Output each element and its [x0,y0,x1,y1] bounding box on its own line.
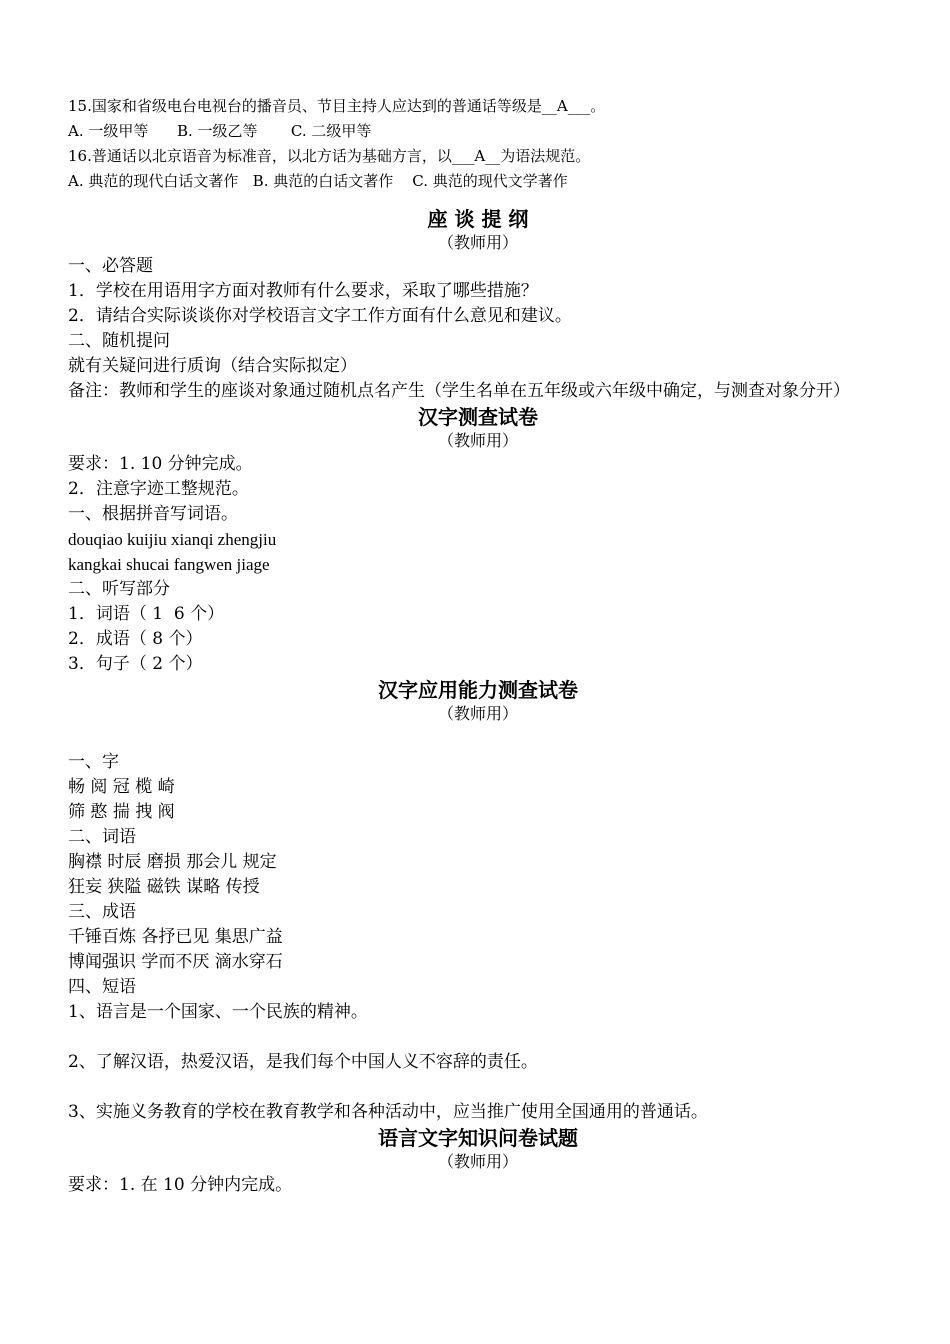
hanzi-line: 2．注意字迹工整规范。 [68,479,249,499]
hanzi-line: 一、根据拼音写词语。 [68,504,238,524]
question-16: 16.普通话以北京语音为标准音，以北方话为基础方言，以___A__为语法规范。 [68,147,591,165]
quiz-subtitle: （教师用） [437,1152,518,1171]
hanzi-line: 二、听写部分 [68,579,170,599]
talk-outline-title: 座 谈 提 纲 [427,207,529,231]
ability-line: 二、词语 [68,827,136,847]
question-16-options: A. 典范的现代白话文著作 B. 典范的白话文著作 C. 典范的现代文学著作 [68,172,568,190]
hanzi-test-subtitle: （教师用） [437,431,518,450]
question-15-options: A. 一级甲等 B. 一级乙等 C. 二级甲等 [68,122,372,140]
quiz-requirement: 要求：1. 在 10 分钟内完成。 [68,1175,293,1195]
hanzi-line: 1．词语（ 1 6 个） [68,604,225,624]
ability-line: 筛 憨 揣 拽 阀 [68,802,175,822]
ability-line: 三、成语 [68,902,136,922]
talk-line: 二、随机提问 [68,331,170,351]
hanzi-test-title: 汉字测查试卷 [418,405,538,429]
ability-line: 2、了解汉语，热爱汉语，是我们每个中国人义不容辞的责任。 [68,1052,538,1072]
pinyin-line: douqiao kuijiu xianqi zhengjiu [68,530,277,549]
hanzi-line: 2．成语（ 8 个） [68,629,203,649]
ability-line: 3、实施义务教育的学校在教育教学和各种活动中，应当推广使用全国通用的普通话。 [68,1102,708,1122]
talk-line: 1．学校在用语用字方面对教师有什么要求，采取了哪些措施？ [68,281,538,301]
question-15: 15.国家和省级电台电视台的播音员、节目主持人应达到的普通话等级是__A___。 [68,97,606,115]
ability-line: 四、短语 [68,977,136,997]
hanzi-line: 要求：1. 10 分钟完成。 [68,454,253,474]
ability-test-title: 汉字应用能力测查试卷 [378,678,578,702]
ability-test-subtitle: （教师用） [437,704,518,723]
ability-line: 畅 阅 冠 榄 崎 [68,777,175,797]
talk-line: 一、必答题 [68,256,153,276]
ability-line: 博闻强识 学而不厌 滴水穿石 [68,952,283,972]
ability-line: 胸襟 时辰 磨损 那会儿 规定 [68,852,277,872]
talk-line: 2．请结合实际谈谈你对学校语言文字工作方面有什么意见和建议。 [68,306,572,326]
ability-line: 1、语言是一个国家、一个民族的精神。 [68,1002,368,1022]
ability-test-body [68,750,888,1125]
ability-line: 千锤百炼 各抒已见 集思广益 [68,927,283,947]
hanzi-line: 3．句子（ 2 个） [68,654,203,674]
pinyin-line: kangkai shucai fangwen jiage [68,555,270,574]
hanzi-test-body [68,452,888,677]
ability-line: 狂妄 狭隘 磁铁 谋略 传授 [68,877,260,897]
talk-line: 就有关疑问进行质询（结合实际拟定） [68,356,357,376]
document-page [68,94,888,1198]
talk-outline-subtitle: （教师用） [437,233,518,252]
quiz-title: 语言文字知识问卷试题 [378,1126,578,1150]
talk-note: 备注：教师和学生的座谈对象通过随机点名产生（学生名单在五年级或六年级中确定，与测查对象分开） [68,381,850,401]
ability-line: 一、字 [68,752,119,772]
talk-outline-body [68,254,888,404]
